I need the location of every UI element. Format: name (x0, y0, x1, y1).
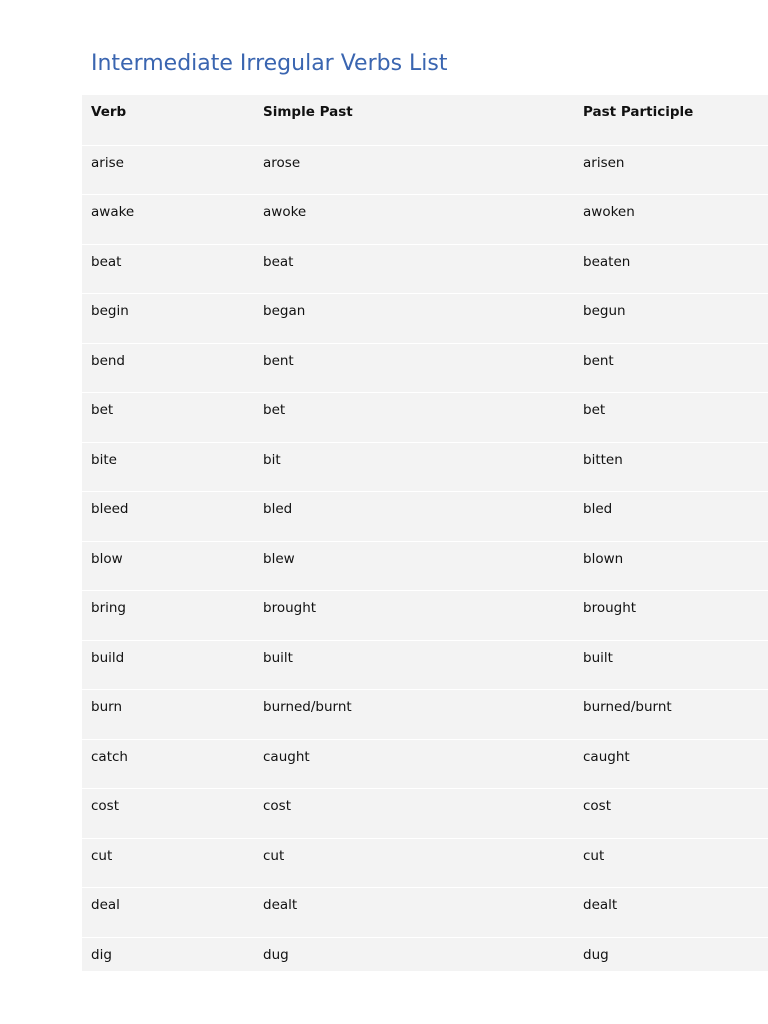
past-participle-cell: brought (583, 600, 637, 616)
past-participle-cell: bet (583, 402, 606, 418)
table-row (82, 491, 768, 541)
table-row (82, 590, 768, 640)
table-row (82, 640, 768, 690)
simple-past-cell: cost (263, 798, 292, 814)
verb-cell: blow (91, 550, 123, 567)
simple-past-cell: bet (263, 402, 286, 418)
simple-past-cell: dug (263, 946, 289, 963)
verb-cell: beat (91, 253, 122, 270)
table-row (82, 343, 768, 393)
verb-cell: awake (91, 204, 135, 220)
table-row (82, 788, 768, 838)
verb-cell: cut (91, 847, 113, 864)
simple-past-cell: caught (263, 748, 310, 765)
page-title: Intermediate Irregular Verbs List (91, 51, 448, 76)
table-row (82, 244, 768, 294)
verb-cell: deal (91, 897, 120, 913)
past-participle-cell: begun (583, 303, 626, 319)
verbs-table (82, 95, 768, 971)
table-header-row (82, 95, 768, 145)
verb-cell: bite (91, 451, 117, 468)
verb-cell: bleed (91, 501, 129, 517)
table-row (82, 838, 768, 888)
verb-cell: burn (91, 699, 122, 715)
past-participle-cell: burned/burnt (583, 699, 672, 715)
simple-past-cell: arose (263, 154, 301, 171)
table-row (82, 194, 768, 244)
table-row (82, 541, 768, 591)
past-participle-cell: bitten (583, 451, 623, 468)
simple-past-cell: cut (263, 847, 285, 864)
past-participle-cell: cut (583, 847, 605, 864)
past-participle-cell: beaten (583, 253, 631, 270)
verb-cell: cost (91, 798, 120, 814)
past-participle-cell: cost (583, 798, 612, 814)
simple-past-cell: bled (263, 501, 293, 517)
past-participle-cell: built (583, 649, 613, 666)
verb-cell: begin (91, 303, 129, 319)
simple-past-cell: brought (263, 600, 317, 616)
table-row (82, 392, 768, 442)
past-participle-cell: bent (583, 352, 614, 369)
verb-cell: dig (91, 946, 112, 963)
table-row (82, 145, 768, 195)
table-row (82, 689, 768, 739)
simple-past-cell: bent (263, 352, 294, 369)
header-simple-past: Simple Past (263, 104, 353, 120)
verb-cell: arise (91, 154, 124, 171)
table-row (82, 937, 768, 971)
header-past-participle: Past Participle (583, 104, 694, 120)
simple-past-cell: began (263, 303, 306, 319)
simple-past-cell: beat (263, 253, 294, 270)
simple-past-cell: blew (263, 550, 295, 567)
verb-cell: bend (91, 352, 126, 369)
past-participle-cell: arisen (583, 154, 625, 171)
table-row (82, 887, 768, 937)
header-verb: Verb (91, 104, 127, 120)
past-participle-cell: caught (583, 748, 630, 765)
verb-cell: build (91, 649, 125, 666)
verb-cell: bring (91, 600, 126, 616)
simple-past-cell: burned/burnt (263, 699, 352, 715)
past-participle-cell: dealt (583, 897, 618, 913)
table-row (82, 442, 768, 492)
past-participle-cell: awoken (583, 204, 635, 220)
simple-past-cell: awoke (263, 204, 307, 220)
simple-past-cell: bit (263, 451, 281, 468)
table-row (82, 739, 768, 789)
table-row (82, 293, 768, 343)
past-participle-cell: blown (583, 550, 624, 567)
past-participle-cell: dug (583, 946, 609, 963)
verb-cell: bet (91, 402, 114, 418)
simple-past-cell: dealt (263, 897, 298, 913)
past-participle-cell: bled (583, 501, 613, 517)
verb-cell: catch (91, 748, 128, 765)
simple-past-cell: built (263, 649, 293, 666)
